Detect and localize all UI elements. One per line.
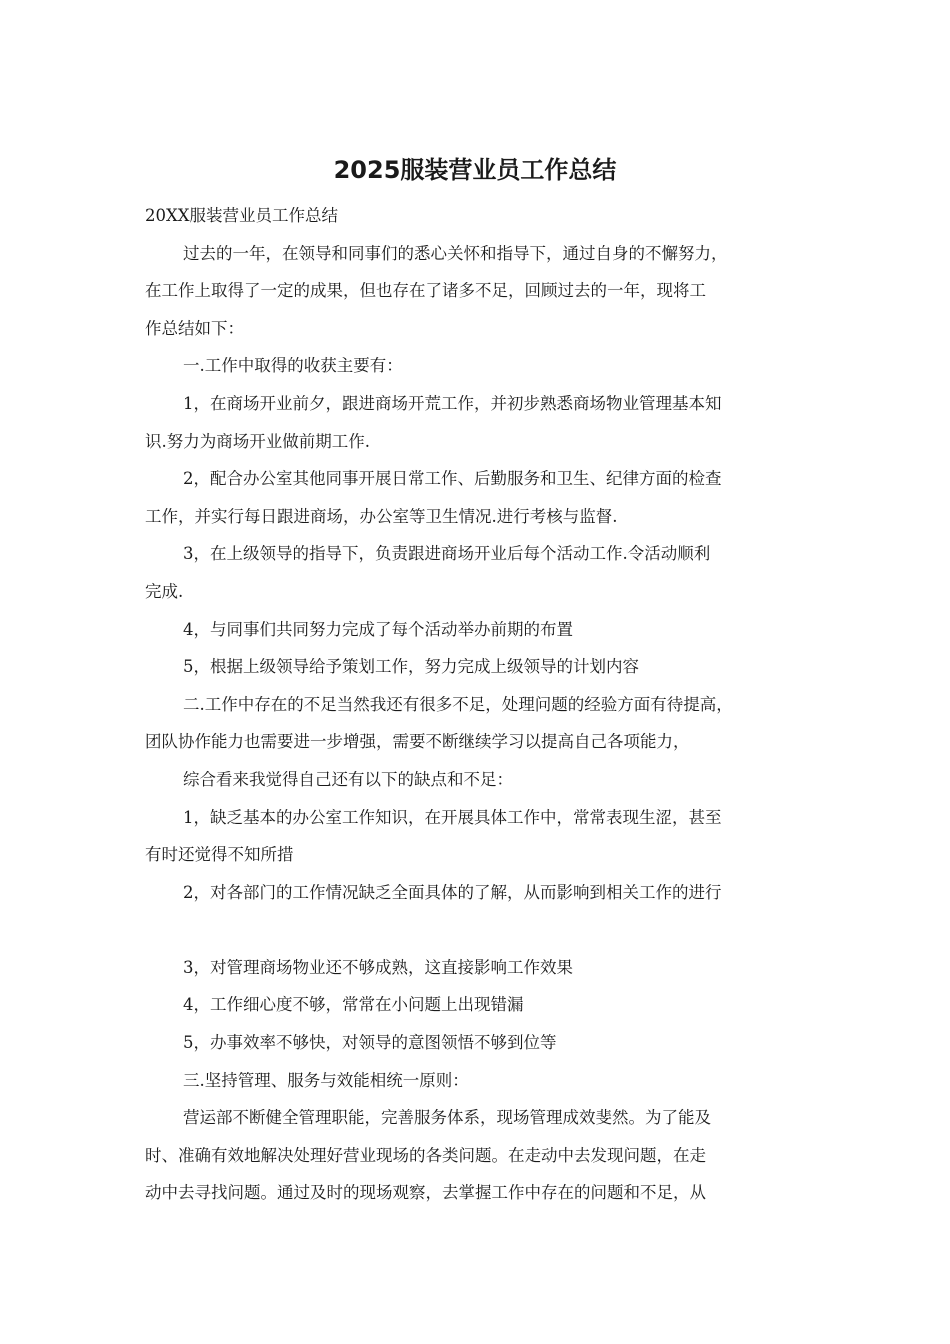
text-line: 4，与同事们共同努力完成了每个活动举办前期的布置 — [183, 619, 573, 639]
text-line: 1，在商场开业前夕，跟进商场开荒工作，并初步熟悉商场物业管理基本知 — [183, 393, 722, 413]
text-line: 时、准确有效地解决处理好营业现场的各类问题。在走动中去发现问题，在走 — [145, 1145, 706, 1165]
text-line: 完成. — [145, 581, 184, 601]
document-title: 2025服装营业员工作总结 — [333, 156, 617, 184]
text-line: 作总结如下： — [145, 318, 244, 338]
text-line: 3，对管理商场物业还不够成熟，这直接影响工作效果 — [183, 957, 573, 977]
text-line: 5，办事效率不够快，对领导的意图领悟不够到位等 — [183, 1033, 557, 1053]
text-line: 团队协作能力也需要进一步增强，需要不断继续学习以提高自己各项能力， — [145, 732, 690, 752]
text-line — [145, 911, 825, 949]
text-line: 营运部不断健全管理职能，完善服务体系，现场管理成效斐然。为了能及 — [183, 1108, 711, 1128]
document-body — [145, 197, 825, 1212]
text-line: 二.工作中存在的不足当然我还有很多不足，处理问题的经验方面有待提高， — [183, 694, 733, 714]
text-line: 1，缺乏基本的办公室工作知识，在开展具体工作中，常常表现生涩，甚至 — [183, 807, 722, 827]
text-line: 3，在上级领导的指导下，负责跟进商场开业后每个活动工作.令活动顺利 — [183, 544, 711, 564]
text-line: 4，工作细心度不够，常常在小问题上出现错漏 — [183, 995, 524, 1015]
text-line: 20XX服装营业员工作总结 — [145, 206, 338, 225]
text-line: 动中去寻找问题。通过及时的现场观察，去掌握工作中存在的问题和不足，从 — [145, 1183, 706, 1203]
text-line: 三.坚持管理、服务与效能相统一原则： — [183, 1070, 469, 1090]
text-line: 5，根据上级领导给予策划工作，努力完成上级领导的计划内容 — [183, 657, 639, 677]
text-line: 工作，并实行每日跟进商场，办公室等卫生情况.进行考核与监督. — [145, 506, 618, 526]
text-line: 有时还觉得不知所措 — [145, 845, 294, 865]
text-line: 过去的一年，在领导和同事们的悉心关怀和指导下，通过自身的不懈努力， — [183, 243, 728, 263]
text-line: 2，对各部门的工作情况缺乏全面具体的了解，从而影响到相关工作的进行 — [183, 882, 722, 902]
text-line: 识.努力为商场开业做前期工作. — [145, 431, 370, 451]
text-line: 综合看来我觉得自己还有以下的缺点和不足： — [183, 769, 513, 789]
text-line: 一.工作中取得的收获主要有： — [183, 356, 403, 376]
text-line: 2，配合办公室其他同事开展日常工作、后勤服务和卫生、纪律方面的检查 — [183, 469, 722, 489]
text-line: 在工作上取得了一定的成果，但也存在了诸多不足，回顾过去的一年，现将工 — [145, 281, 706, 301]
